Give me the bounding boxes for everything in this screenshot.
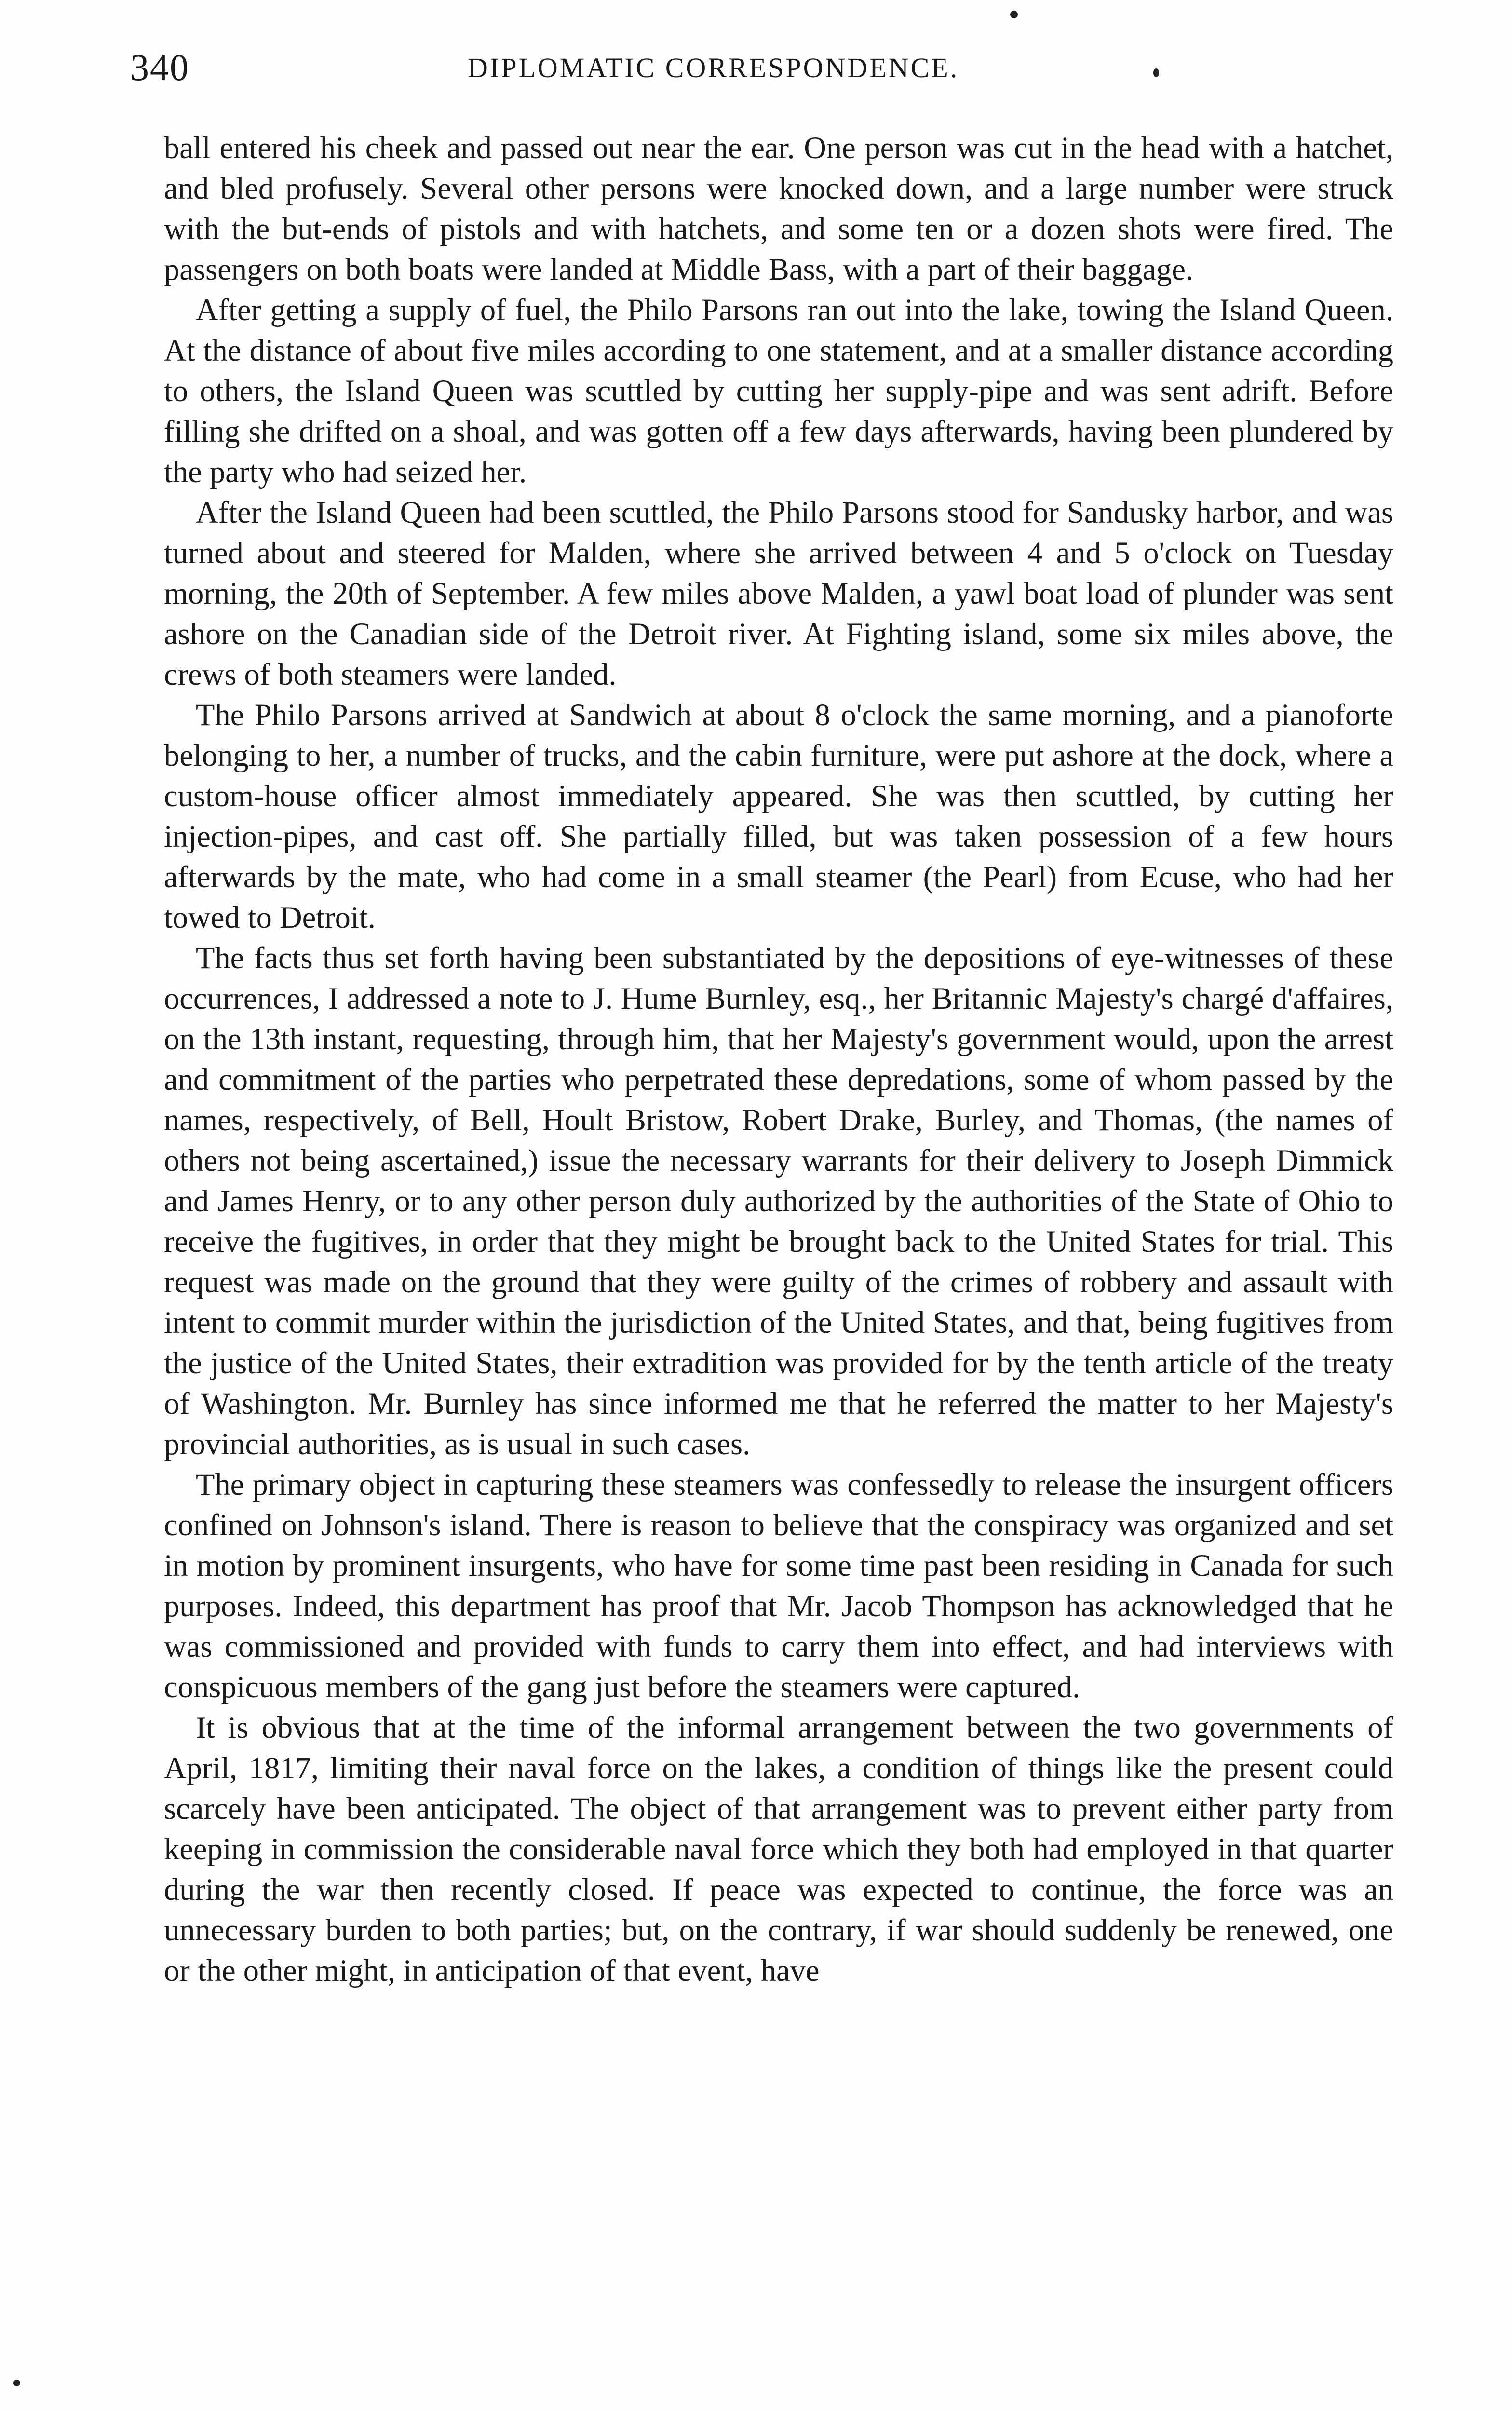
paragraph: It is obvious that at the time of the informal arrangement between the two governments of April, 1817, limiting their naval force on the lakes, a condition of things like the present could scarcely have been anticipated. The object of that arrangement was to prevent either party from keeping in commission the considerable naval force which they both had employed in that quarter during the war then recently closed. If peace was expected to continue, the force was an unnecessary burden to both parties; but, on the contrary, if war should suddenly be renewed, one or the other might, in anticipation of that event, have [164,1710,1393,1988]
page-header [130,46,1422,104]
body-text [164,128,1393,2259]
page-number: 340 [130,46,189,88]
scan-speck [14,2380,20,2386]
paragraph-continued: ball entered his cheek and passed out near the ear. One person was cut in the head with a hatchet, and bled profusely. Several other persons were knocked down, and a large number were struck with the but-ends of pistols and with hatchets, and some ten or a dozen shots were fired. The passengers on both boats were landed at Middle Bass, with a part of their baggage. [164,131,1393,286]
running-head: DIPLOMATIC CORRESPONDENCE. [468,52,959,83]
paragraph: After getting a supply of fuel, the Philo Parsons ran out into the lake, towing the Island Queen. At the distance of about five miles according to one statement, and at a smaller distance according to others, the Island Queen was scuttled by cutting her supply-pipe and was sent adrift. Before filling she drifted on a shoal, and was gotten off a few days afterwards, having been plundered by the party who had seized her. [164,293,1393,489]
scan-speck [1010,11,1018,18]
paragraph: The Philo Parsons arrived at Sandwich at about 8 o'clock the same morning, and a pianoforte belonging to her, a number of trucks, and the cabin furniture, were put ashore at the dock, where a custom-house officer almost immediately appeared. She was then scuttled, by cutting her injection-pipes, and cast off. She partially filled, but was taken possession of a few hours afterwards by the mate, who had come in a small steamer (the Pearl) from Ecuse, who had her towed to Detroit. [164,698,1393,935]
paragraph: The facts thus set forth having been substantiated by the depositions of eye-witnesses of these occurrences, I addressed a note to J. Hume Burnley, esq., her Britannic Majesty's chargé d'affaires, on the 13th instant, requesting, through him, that her Majesty's government would, upon the arrest and commitment of the parties who perpetrated these depredations, some of whom passed by the names, respectively, of Bell, Hoult Bristow, Robert Drake, Burley, and Thomas, (the names of others not being ascertained,) issue the necessary warrants for their delivery to Joseph Dimmick and James Henry, or to any other person duly authorized by the authorities of the State of Ohio to receive the fugitives, in order that they might be brought back to the United States for trial. This request was made on the ground that they were guilty of the crimes of robbery and assault with intent to commit murder within the jurisdiction of the United States, and that, being fugitives from the justice of the United States, their extradition was provided for by the tenth article of the treaty of Washington. Mr. Burnley has since informed me that he referred the matter to her Majesty's provincial authorities, as is usual in such cases. [164,941,1393,1461]
scan-speck [1153,68,1159,77]
paragraph: The primary object in capturing these steamers was confessedly to release the insurgent officers confined on Johnson's island. There is reason to believe that the conspiracy was organized and set in motion by prominent insurgents, who have for some time past been residing in Canada for such purposes. Indeed, this department has proof that Mr. Jacob Thompson has acknowledged that he was commissioned and provided with funds to carry them into effect, and had interviews with conspicuous members of the gang just before the steamers were captured. [164,1467,1393,1704]
paragraph: After the Island Queen had been scuttled, the Philo Parsons stood for Sandusky harbor, and was turned about and steered for Malden, where she arrived between 4 and 5 o'clock on Tuesday morning, the 20th of September. A few miles above Malden, a yawl boat load of plunder was sent ashore on the Canadian side of the Detroit river. At Fighting island, some six miles above, the crews of both steamers were landed. [164,495,1393,691]
